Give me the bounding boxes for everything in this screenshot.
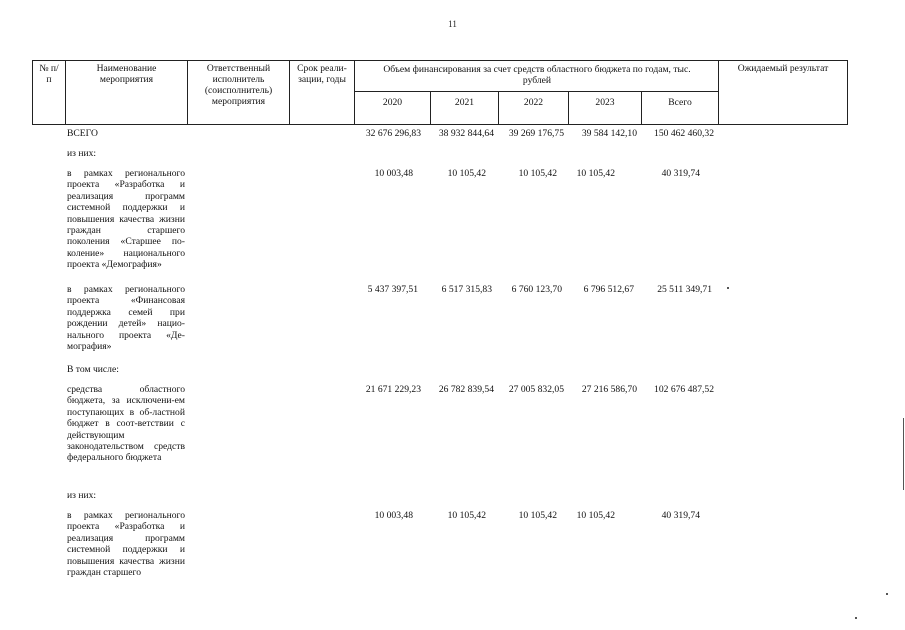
value-2020: 10 003,48 bbox=[374, 168, 413, 179]
header-term: Срок реали-зации, годы bbox=[289, 61, 354, 124]
value-total: 102 676 487,52 bbox=[654, 384, 714, 395]
row-name: в рамках регионального проекта «Разработка и реализация программ системной поддержки и повышения качества жизни граждан старшего bbox=[67, 510, 185, 579]
value-2022: 10 105,42 bbox=[518, 510, 557, 521]
value-total: 150 462 460,32 bbox=[654, 128, 714, 139]
scan-edge-line bbox=[903, 418, 904, 490]
value-2021: 38 932 844,64 bbox=[438, 128, 494, 139]
value-total: 25 511 349,71 bbox=[657, 284, 712, 295]
scan-speck bbox=[727, 287, 729, 289]
value-2022: 6 760 123,70 bbox=[511, 284, 562, 295]
page-number: 11 bbox=[448, 19, 457, 29]
value-2020: 5 437 397,51 bbox=[367, 284, 418, 295]
value-2020: 32 676 296,83 bbox=[365, 128, 421, 139]
year-2023: 2023 bbox=[568, 92, 641, 124]
header-result: Ожидаемый результат bbox=[718, 61, 847, 124]
scan-speck bbox=[886, 593, 888, 595]
row-name: в рамках регионального проекта «Разработка и реализация программ системной поддержки и повышения качества жизни граждан старшего поколения «Старшее по-коление» национального проекта «Демография» bbox=[67, 168, 185, 271]
value-2023: 10 105,42 bbox=[576, 168, 615, 179]
value-2022: 27 005 832,05 bbox=[508, 384, 564, 395]
value-2022: 39 269 176,75 bbox=[508, 128, 564, 139]
row-name: из них: bbox=[67, 490, 97, 501]
row-name: из них: bbox=[67, 148, 97, 159]
year-2020: 2020 bbox=[382, 97, 403, 108]
year-total: Всего bbox=[641, 92, 718, 124]
header-name: Наименование мероприятия bbox=[65, 61, 187, 124]
value-total: 40 319,74 bbox=[661, 510, 700, 521]
year-2021: 2021 bbox=[430, 92, 498, 124]
value-2021: 6 517 315,83 bbox=[441, 284, 492, 295]
value-2023: 39 584 142,10 bbox=[581, 128, 637, 139]
row-name: в рамках регионального проекта «Финансовая поддержка семей при рождении детей» нацио-нального проекта «Де-мография» bbox=[67, 284, 185, 353]
value-2023: 27 216 586,70 bbox=[581, 384, 637, 395]
table-header bbox=[32, 60, 848, 125]
value-2020: 10 003,48 bbox=[374, 510, 413, 521]
header-financing bbox=[354, 61, 718, 124]
row-name: средства областного бюджета, за исключени-ем поступающих в об-ластной бюджет в соот-ветствии с действующим законодательством средств федерального бюджета bbox=[67, 384, 185, 464]
value-2020: 21 671 229,23 bbox=[365, 384, 421, 395]
header-executor: Ответственный исполнитель (соисполнитель) мероприятия bbox=[187, 61, 289, 124]
value-2021: 10 105,42 bbox=[447, 168, 486, 179]
value-2023: 10 105,42 bbox=[576, 510, 615, 521]
value-2022: 10 105,42 bbox=[518, 168, 557, 179]
scan-speck bbox=[855, 617, 857, 619]
value-2021: 10 105,42 bbox=[447, 510, 486, 521]
value-total: 40 319,74 bbox=[661, 168, 700, 179]
year-2022: 2022 bbox=[498, 92, 568, 124]
row-name: В том числе: bbox=[67, 364, 119, 375]
row-name: ВСЕГО bbox=[67, 128, 98, 139]
header-num: № п/п bbox=[39, 63, 59, 85]
years-row bbox=[355, 92, 718, 124]
value-2021: 26 782 839,54 bbox=[438, 384, 494, 395]
value-2023: 6 796 512,67 bbox=[583, 284, 634, 295]
header-financing-title: Объем финансирования за счет средств областного бюджета по годам, тыс. рублей bbox=[383, 64, 691, 86]
